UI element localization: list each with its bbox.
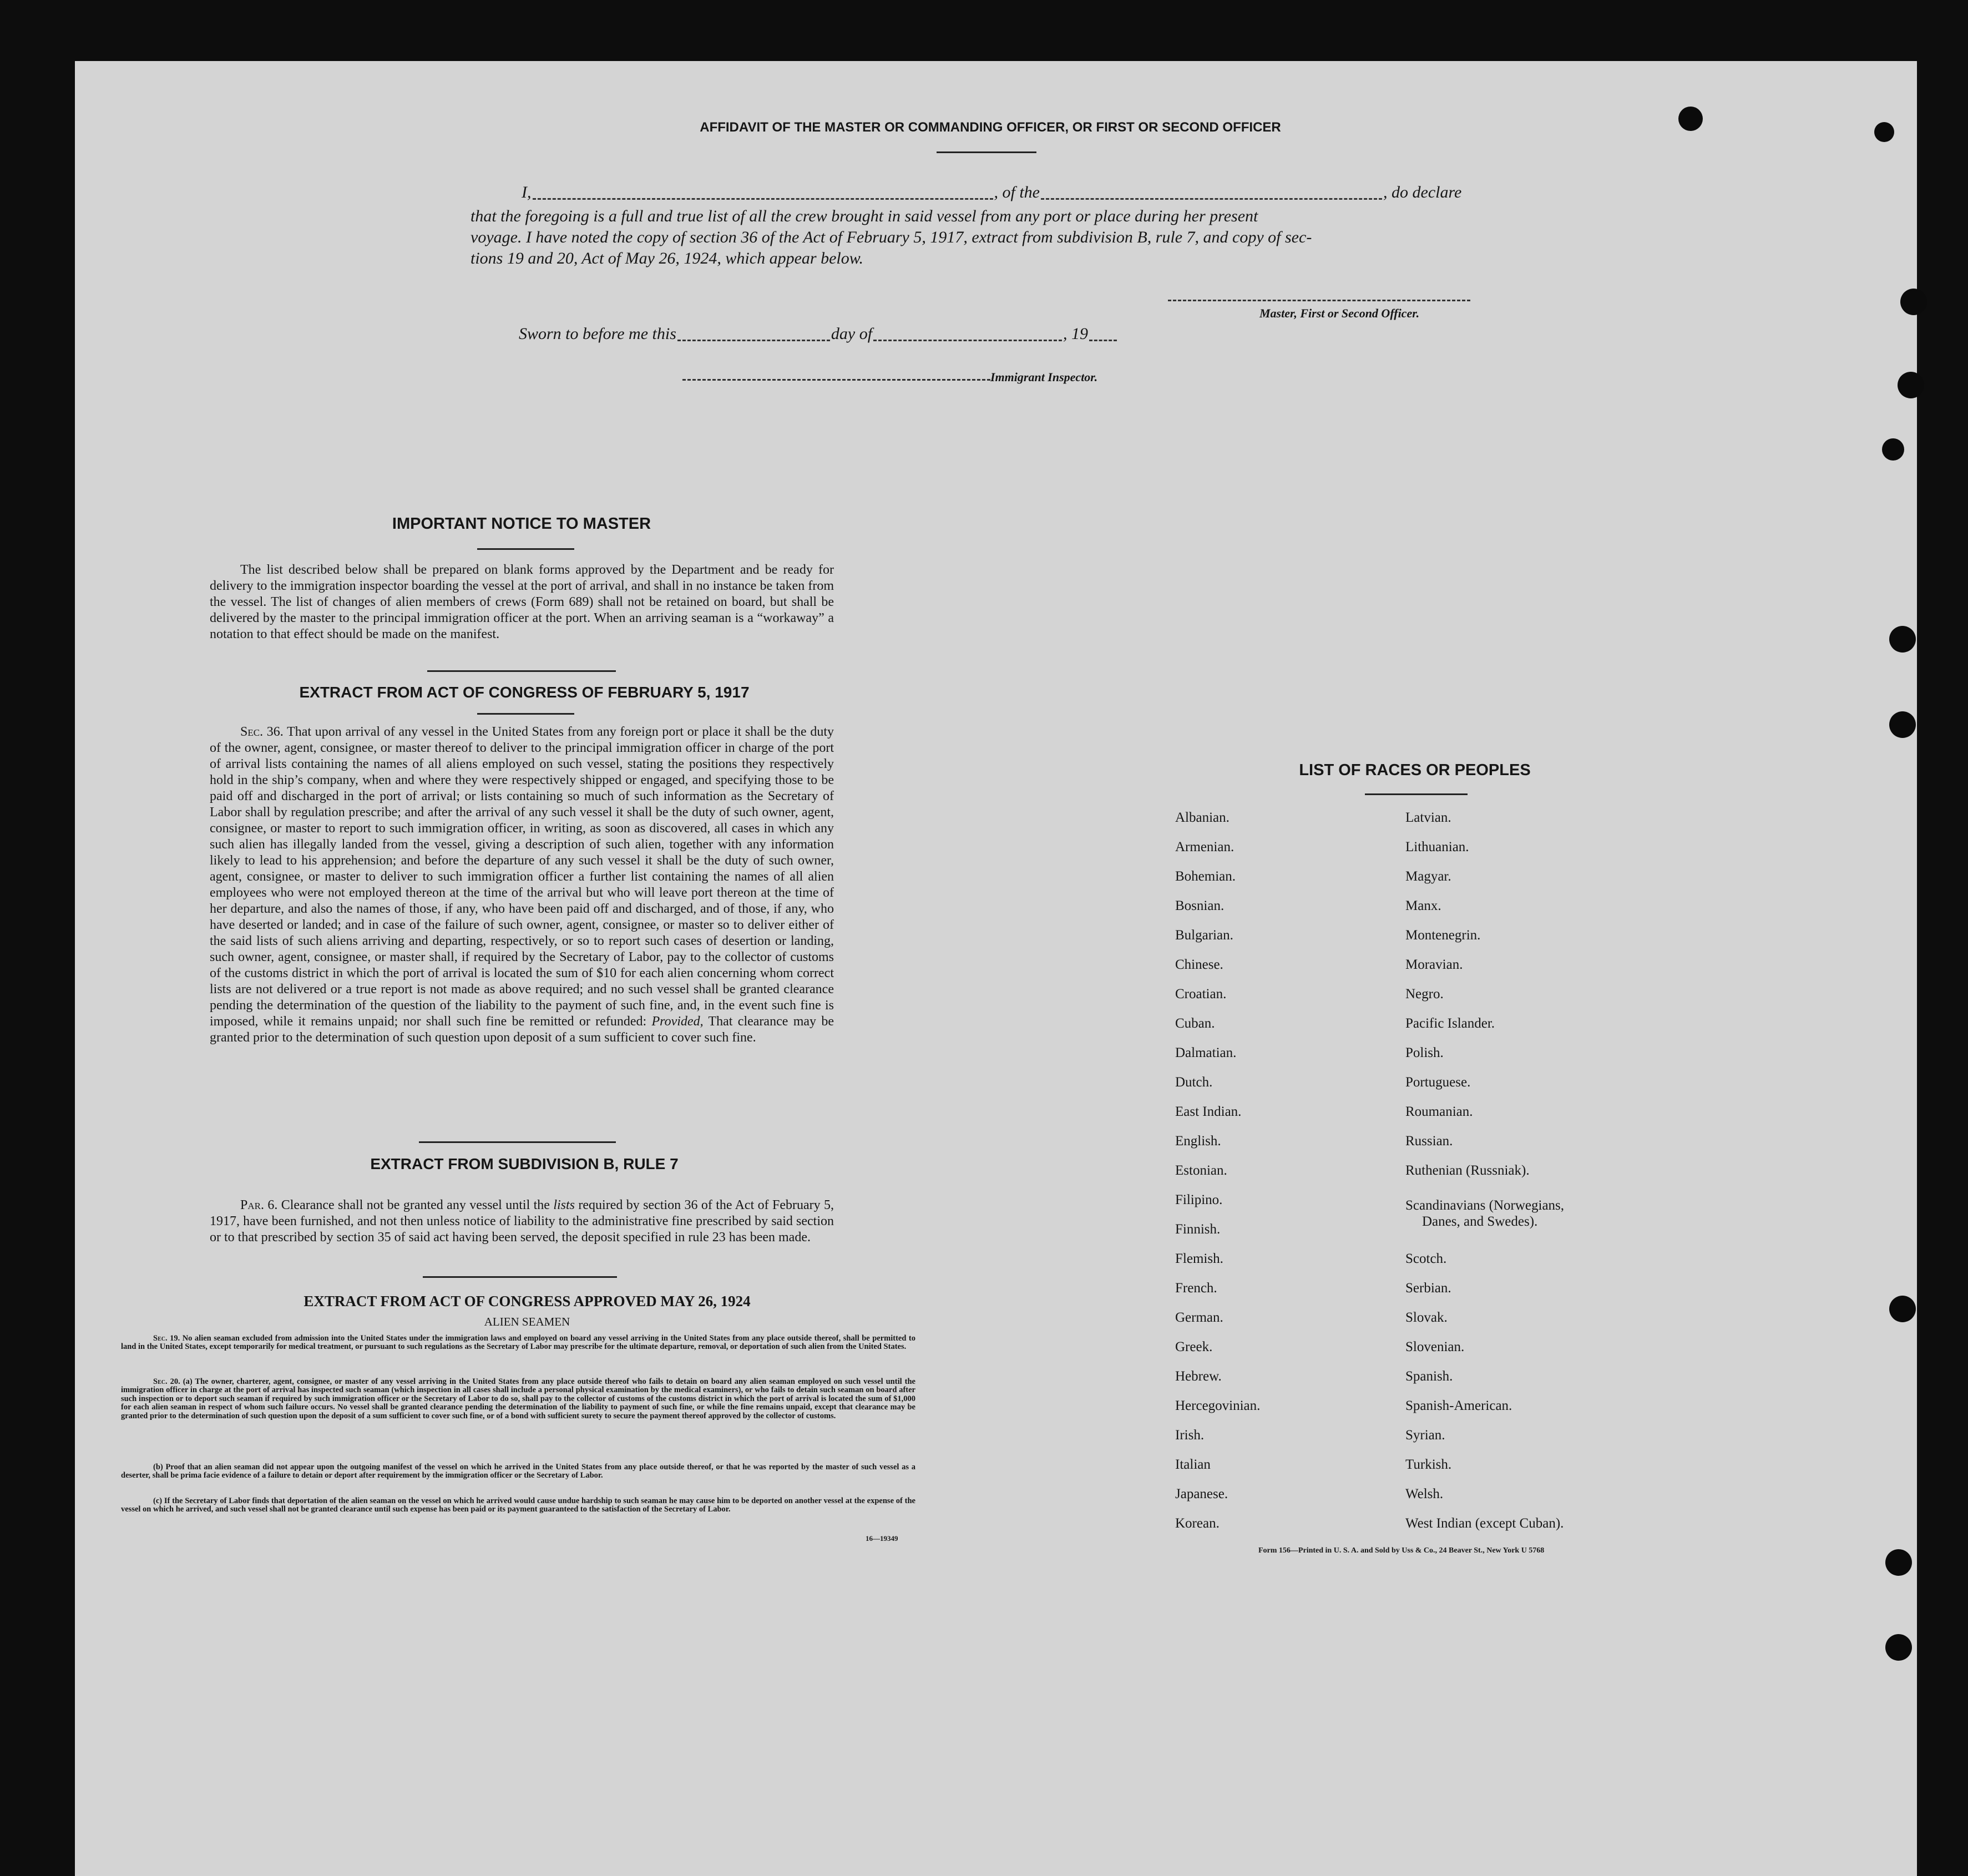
sec19-label: Sec. 19. — [153, 1334, 180, 1343]
race-item: Albanian. — [1175, 810, 1230, 825]
sec36-text: That upon arrival of any vessel in the United States from any foreign port or place it shall be the duty of the owner, agent, consignee, or master thereof to deliver to the principal immigration officer in charge of the port of arrival lists containing the names of all aliens employed on such vessel, stating the positions they respectively hold in the ship’s company, when and where they were respectively shipped or engaged, and specifying those to be paid off and discharged in the port of arrival; or lists containing so much of such information as the Secretary of Labor shall by regulation prescribe; and after the arrival of any such vessel it shall be the duty of such owner, agent, consignee, or master to report to such immigration officer, in writing, as soon as discovered, all cases in which any such alien has illegally landed from the vessel, giving a description of such alien, together with any information likely to lead to his apprehension; and before the departure of any such vessel it shall be the duty of such owner, agent, consignee, or master to deliver to such immigration officer a further list containing the names of all alien employees who were not employed thereon at the time of the arrival but who will leave port thereon at the time of her departure, and also the names of those, if any, who have been paid off and discharged, and of those, if any, who have deserted or landed; and in case of the failure of such owner, agent, consignee, or master so to deliver either of the said lists of such aliens arriving and departing, respectively, or so to report such cases of desertion or landing, such owner, agent, consignee, or master shall, if required by the Secretary of Labor, pay to the collector of customs of the customs district in which the port of arrival is located the sum of $10 for each alien concerning whom correct lists are not delivered or a true report is not made as above required; and no such vessel shall be granted clearance pending the determination of the question of the liability to the payment of such fine, and, in the event such fine is imposed, while it remains unpaid; nor shall such fine be remitted or refunded: — [210, 725, 834, 1029]
month-blank[interactable] — [873, 340, 1062, 341]
sec19-text — [121, 1334, 915, 1352]
race-item: Italian — [1175, 1457, 1211, 1472]
race-item: Moravian. — [1405, 957, 1463, 972]
sec36-end: That clearance may be granted prior to the determination of such question upon deposit of a sum sufficient to cover such fine. — [210, 1014, 834, 1045]
act1917-end-rule — [419, 1141, 616, 1143]
affidavit-line4: tions 19 and 20, Act of May 26, 1924, which appear below. — [471, 249, 864, 267]
par6-label: Par. 6. — [240, 1198, 278, 1212]
race-item: Roumanian. — [1405, 1104, 1473, 1119]
race-item: East Indian. — [1175, 1104, 1242, 1119]
day-of-label: day of — [831, 325, 873, 343]
sec20a-text — [121, 1378, 915, 1420]
race-item: Russian. — [1405, 1134, 1453, 1149]
race-item: Bulgarian. — [1175, 928, 1233, 943]
race-item: Cuban. — [1175, 1016, 1215, 1031]
race-item: Turkish. — [1405, 1457, 1452, 1472]
printer-imprint: Form 156—Printed in U. S. A. and Sold by Uss & Co., 24 Beaver St., New York U 5768 — [1258, 1546, 1545, 1555]
sworn-line — [519, 323, 1117, 345]
race-item: Croatian. — [1175, 987, 1227, 1002]
inspector-caption: Immigrant Inspector. — [990, 370, 1098, 384]
rule7-body — [210, 1197, 834, 1246]
signature-caption: Master, First or Second Officer. — [1259, 306, 1420, 320]
race-item: Spanish. — [1405, 1369, 1453, 1384]
punch-hole — [1900, 289, 1927, 315]
race-item: Dutch. — [1175, 1075, 1213, 1090]
punch-hole — [1889, 711, 1916, 738]
race-item: Spanish-American. — [1405, 1398, 1512, 1413]
of-the-label: , of the — [994, 183, 1040, 201]
form-code: 16—19349 — [866, 1534, 898, 1543]
notice-rule — [477, 548, 574, 550]
race-item: Manx. — [1405, 898, 1441, 913]
sec20-label: Sec. 20. — [153, 1377, 180, 1386]
races-title: LIST OF RACES OR PEOPLES — [1299, 761, 1531, 779]
rule7-text-a: Clearance shall not be granted any vessel until the — [281, 1198, 550, 1212]
punch-hole — [1882, 438, 1904, 461]
notice-body: The list described below shall be prepared on blank forms approved by the Department and be ready for delivery to the immigration inspector boarding the vessel at the port of arrival, and shall in no instance be taken from the vessel. The list of changes of alien members of crews (Form 689) shall not be retained on board, but shall be delivered by the master to the principal immigration officer at the port. When an arriving seaman is a “workaway” a notation to that effect should be made on the manifest. — [210, 563, 834, 641]
rule7-text-b: required by section 36 of the Act of February 5, 1917, have been furnished, and not then unless notice of liability to the administrative fine prescribed by said section or to that prescribed by section 35 of said act having been served, the deposit specified in rule 23 has been made. — [210, 1198, 834, 1245]
punch-hole — [1898, 372, 1924, 398]
race-item: Ruthenian (Russniak). — [1405, 1163, 1530, 1178]
race-item: Japanese. — [1175, 1486, 1228, 1501]
race-item: Chinese. — [1175, 957, 1223, 972]
race-item: West Indian (except Cuban). — [1405, 1516, 1564, 1531]
race-item: Flemish. — [1175, 1251, 1223, 1266]
race-item: Polish. — [1405, 1045, 1444, 1060]
punch-hole — [1885, 1549, 1912, 1576]
punch-hole — [1874, 122, 1894, 142]
race-item: Negro. — [1405, 987, 1444, 1002]
race-item: Syrian. — [1405, 1428, 1445, 1443]
vessel-blank[interactable] — [1041, 198, 1382, 200]
sec20a-body: (a) The owner, charterer, agent, consignee, or master of any vessel arriving in the United States from any place outside thereof who fails to detain on board any alien seaman employed on such vessel until the immigration officer in charge at the port of arrival has inspected such seaman (which inspection in all cases shall include a personal physical examination by the medical examiners), or who fails to detain such seaman on board after such inspection or to deport such seaman if required by such immigration officer or the Secretary of Labor to do so, shall pay to the collector of customs of the customs district in which the port of arrival is located the sum of $1,000 for each alien seaman in respect of whom such failure occurs. No vessel shall be granted clearance pending the determination of the liability to payment of such fine, or while the fine remains unpaid, except that clearance may be granted prior to the determination of such question upon the deposit of a sum sufficient to cover such fine, or of a bond with sufficient surety to secure the payment thereof approved by the collector of customs. — [121, 1377, 915, 1420]
inspector-blank[interactable] — [682, 379, 990, 381]
race-item: Hebrew. — [1175, 1369, 1222, 1384]
act1917-body — [210, 724, 834, 1046]
race-item: Scotch. — [1405, 1251, 1447, 1266]
affidavit-title: AFFIDAVIT OF THE MASTER OR COMMANDING OFFICER, OR FIRST OR SECOND OFFICER — [700, 120, 1281, 135]
notice-title: IMPORTANT NOTICE TO MASTER — [392, 515, 651, 533]
race-item: Estonian. — [1175, 1163, 1227, 1178]
name-blank[interactable] — [533, 198, 993, 200]
rule7-title: EXTRACT FROM SUBDIVISION B, RULE 7 — [370, 1155, 679, 1172]
race-item: Serbian. — [1405, 1281, 1451, 1296]
affidavit-line2: that the foregoing is a full and true list of all the crew brought in said vessel from any port or place during her present — [471, 207, 1258, 225]
punch-hole — [1889, 1296, 1916, 1322]
race-item: German. — [1175, 1310, 1223, 1325]
race-item: Danes, and Swedes). — [1422, 1214, 1538, 1229]
race-item: Greek. — [1175, 1339, 1213, 1354]
race-item: Latvian. — [1405, 810, 1451, 825]
day-blank[interactable] — [677, 340, 830, 341]
act1917-rule — [477, 713, 574, 715]
provided-word: Provided, — [651, 1014, 704, 1029]
act1924-subtitle: ALIEN SEAMEN — [484, 1315, 570, 1328]
race-item: Magyar. — [1405, 869, 1451, 884]
punch-hole — [1889, 626, 1916, 653]
race-item: Pacific Islander. — [1405, 1016, 1495, 1031]
race-item: Bosnian. — [1175, 898, 1225, 913]
race-item: Armenian. — [1175, 840, 1235, 854]
act1924-title: EXTRACT FROM ACT OF CONGRESS APPROVED MAY 26, 1924 — [303, 1293, 751, 1309]
sec20c-text: (c) If the Secretary of Labor finds that deportation of the alien seaman on the vessel on which he arrived would cause undue hardship to such seaman he may cause him to be deported on another vessel at the expense of the vessel on which he arrived, and such vessel shall not be granted clearance until such expense has been paid or its payment guaranteed to the satisfaction of the Secretary of Labor. — [121, 1496, 915, 1514]
sec20b-text: (b) Proof that an alien seaman did not appear upon the outgoing manifest of the vessel on which he arrived in the United States from any place outside thereof, or that he was reported by the master of such vessel as a deserter, shall be prima facie evidence of a failure to detain or deport after requirement by the immigration officer or the Secretary of Labor. — [121, 1463, 915, 1480]
signature-blank[interactable] — [1168, 300, 1470, 301]
sworn-prefix: Sworn to before me this — [519, 325, 676, 343]
race-item: Hercegovinian. — [1175, 1398, 1261, 1413]
race-item: Bohemian. — [1175, 869, 1236, 884]
notice-end-rule — [427, 670, 616, 672]
race-item: Filipino. — [1175, 1192, 1223, 1207]
race-item: Slovak. — [1405, 1310, 1448, 1325]
race-item: Welsh. — [1405, 1486, 1444, 1501]
year-label: , 19 — [1063, 325, 1089, 343]
affidavit-line1 — [522, 181, 1461, 204]
race-item: Korean. — [1175, 1516, 1220, 1531]
race-item: Montenegrin. — [1405, 928, 1481, 943]
punch-hole — [1885, 1634, 1912, 1661]
lists-word: lists — [553, 1198, 575, 1212]
sec36-label: Sec. 36. — [240, 725, 284, 739]
race-item: Scandinavians (Norwegians, — [1405, 1198, 1565, 1213]
title-rule — [937, 151, 1036, 153]
race-item: Slovenian. — [1405, 1339, 1465, 1354]
affidavit-line3: voyage. I have noted the copy of section 36 of the Act of February 5, 1917, extract from subdivision B, rule 7, and copy of sec- — [471, 228, 1312, 246]
year-blank[interactable] — [1089, 340, 1117, 341]
i-label: I, — [522, 183, 532, 201]
race-item: Dalmatian. — [1175, 1045, 1237, 1060]
declare-label: , do declare — [1383, 183, 1462, 201]
races-rule — [1365, 793, 1468, 795]
sec19-body: No alien seaman excluded from admission into the United States under the immigration laws and employed on board any vessel arriving in the United States from any place outside thereof, shall be permitted to land in the United States, except temporarily for medical treatment, or pursuant to such regulations as the Secretary of Labor may prescribe for the ultimate departure, removal, or deportation of such alien from the United States. — [121, 1334, 915, 1352]
race-item: Portuguese. — [1405, 1075, 1471, 1090]
race-item: Irish. — [1175, 1428, 1205, 1443]
rule7-end-rule — [423, 1276, 617, 1278]
act1917-title: EXTRACT FROM ACT OF CONGRESS OF FEBRUARY 5, 1917 — [299, 684, 750, 701]
race-item: Lithuanian. — [1405, 840, 1469, 854]
punch-hole — [1678, 107, 1703, 131]
race-item: English. — [1175, 1134, 1221, 1149]
race-item: French. — [1175, 1281, 1217, 1296]
race-item: Finnish. — [1175, 1222, 1221, 1237]
